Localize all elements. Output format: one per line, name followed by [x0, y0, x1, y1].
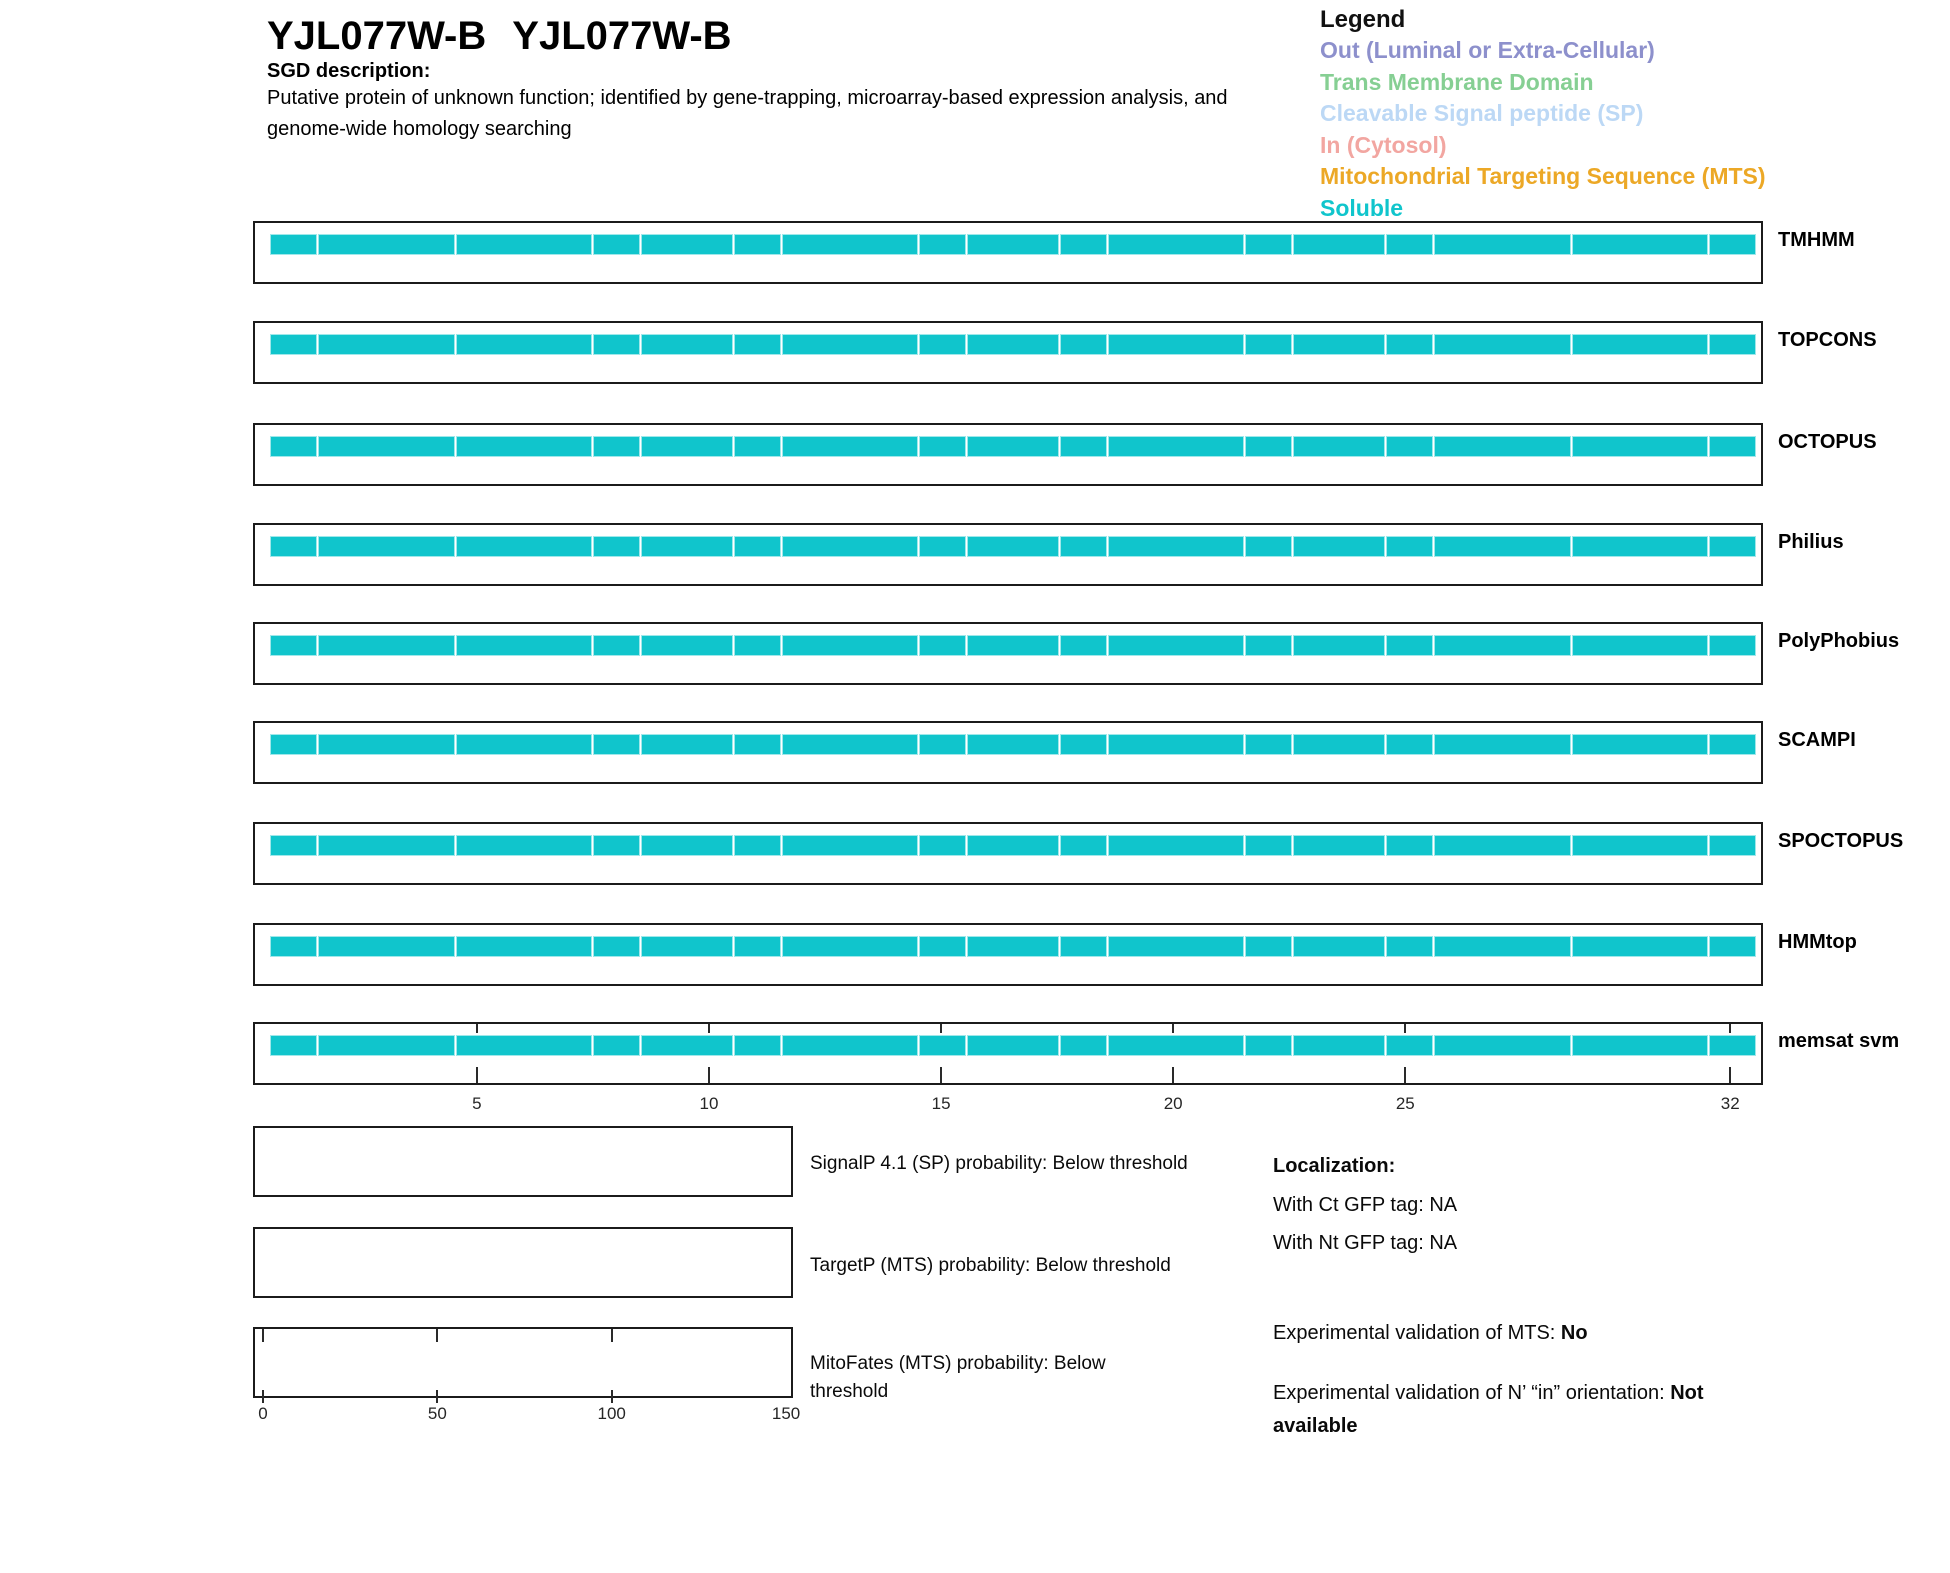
topology-segment — [1709, 536, 1756, 557]
topology-segment — [1434, 234, 1571, 255]
track-plot-box — [253, 622, 1763, 685]
axis-tick — [436, 1390, 438, 1403]
topology-segment — [270, 635, 317, 656]
axis-tick — [708, 1067, 710, 1083]
topology-segment — [1293, 1035, 1385, 1056]
topology-segment — [593, 334, 640, 355]
axis-tick-label: 0 — [258, 1404, 268, 1423]
topology-bar — [270, 234, 1756, 255]
topology-segment — [1245, 436, 1292, 457]
axis-tick-label: 20 — [1163, 1094, 1183, 1113]
topology-segment — [1434, 1035, 1571, 1056]
topology-bar — [270, 436, 1756, 457]
topology-segment — [593, 536, 640, 557]
topology-segment — [1060, 936, 1107, 957]
topology-segment — [782, 334, 919, 355]
axis-tick — [1172, 1024, 1174, 1033]
topology-segment — [782, 234, 919, 255]
topology-segment — [641, 334, 733, 355]
topology-segment — [456, 936, 593, 957]
axis-tick — [1172, 1067, 1174, 1083]
topology-segment — [593, 835, 640, 856]
track-label: TMHMM — [1778, 229, 1855, 251]
topology-segment — [1245, 936, 1292, 957]
topology-segment — [1386, 835, 1433, 856]
topology-segment — [593, 635, 640, 656]
topology-segment — [456, 334, 593, 355]
track-plot-box — [253, 923, 1763, 986]
topology-segment — [1709, 734, 1756, 755]
topology-segment — [270, 734, 317, 755]
topology-segment — [270, 536, 317, 557]
legend-entry-label: In (Cytosol) — [1320, 131, 1447, 158]
axis-tick-label: 15 — [931, 1094, 951, 1113]
track-label: PolyPhobius — [1778, 630, 1900, 652]
orientation-validation-line — [1273, 1377, 1751, 1443]
topology-segment — [1434, 536, 1571, 557]
gene-id: YJL077W-B — [267, 14, 487, 58]
topology-segment — [1293, 436, 1385, 457]
topology-segment — [1386, 536, 1433, 557]
mts-validation-line — [1273, 1320, 1588, 1346]
prediction-track — [253, 523, 1844, 586]
topology-bar — [270, 936, 1756, 957]
topology-segment — [1386, 1035, 1433, 1056]
topology-segment — [919, 536, 966, 557]
prediction-track — [253, 321, 1877, 384]
topology-segment — [593, 734, 640, 755]
topology-segment — [1293, 234, 1385, 255]
track-label: Philius — [1778, 531, 1844, 553]
topology-segment — [1293, 635, 1385, 656]
track-plot-box — [253, 721, 1763, 784]
topology-segment — [1245, 635, 1292, 656]
topology-segment — [641, 536, 733, 557]
topology-segment — [734, 1035, 781, 1056]
track-plot-box — [253, 221, 1763, 284]
topology-segment — [1709, 234, 1756, 255]
topology-segment — [641, 635, 733, 656]
topology-segment — [1060, 734, 1107, 755]
topology-segment — [270, 334, 317, 355]
topology-segment — [1434, 936, 1571, 957]
topology-segment — [1709, 635, 1756, 656]
topology-segment — [1709, 835, 1756, 856]
topology-segment — [1434, 635, 1571, 656]
topology-segment — [1108, 936, 1245, 957]
track-label: SPOCTOPUS — [1778, 830, 1904, 852]
topology-segment — [1572, 234, 1709, 255]
topology-segment — [1572, 536, 1709, 557]
axis-tick — [1729, 1024, 1731, 1033]
topology-segment — [1293, 936, 1385, 957]
topology-segment — [641, 436, 733, 457]
topology-segment — [318, 234, 455, 255]
legend-entry — [1320, 67, 1920, 99]
topology-segment — [1386, 936, 1433, 957]
track-label: HMMtop — [1778, 931, 1857, 953]
topology-segment — [1434, 835, 1571, 856]
topology-segment — [1108, 334, 1245, 355]
legend-title: Legend — [1320, 6, 1406, 33]
probability-plot-box — [253, 1126, 793, 1197]
mitofates-caption: MitoFates (MTS) probability: Below threshold — [810, 1353, 1106, 1402]
legend-entry — [1320, 130, 1920, 162]
topology-segment — [1572, 936, 1709, 957]
topology-segment — [318, 1035, 455, 1056]
sgd-description-text: Putative protein of unknown function; identified by gene-trapping, microarray-based expression analysis, and genome-wide homology searching — [267, 87, 1228, 140]
axis-tick — [476, 1067, 478, 1083]
orientation-validation-value: Not available — [1273, 1382, 1704, 1437]
probability-plot-box — [253, 1327, 793, 1398]
topology-segment — [967, 536, 1059, 557]
topology-segment — [641, 234, 733, 255]
topology-segment — [1434, 436, 1571, 457]
topology-segment — [967, 734, 1059, 755]
topology-segment — [1709, 1035, 1756, 1056]
topology-segment — [734, 835, 781, 856]
topology-segment — [270, 1035, 317, 1056]
track-label: memsat svm — [1778, 1030, 1900, 1052]
topology-segment — [782, 635, 919, 656]
axis-tick-label: 50 — [427, 1404, 447, 1423]
topology-bar — [270, 635, 1756, 656]
track-plot-box — [253, 1022, 1763, 1085]
topology-segment — [734, 334, 781, 355]
topology-segment — [919, 936, 966, 957]
topology-segment — [1386, 334, 1433, 355]
topology-segment — [967, 234, 1059, 255]
topology-segment — [456, 536, 593, 557]
prediction-track — [253, 221, 1855, 284]
topology-segment — [1108, 536, 1245, 557]
topology-segment — [1386, 635, 1433, 656]
topology-segment — [967, 635, 1059, 656]
axis-tick — [262, 1329, 264, 1342]
topology-segment — [734, 436, 781, 457]
topology-segment — [1434, 334, 1571, 355]
topology-segment — [782, 734, 919, 755]
topology-segment — [1108, 835, 1245, 856]
topology-segment — [456, 234, 593, 255]
probability-plot-box — [253, 1227, 793, 1298]
localization-ct-line: With Ct GFP tag: NA — [1273, 1194, 1458, 1216]
topology-segment — [967, 436, 1059, 457]
prediction-track — [253, 423, 1877, 486]
topology-segment — [1572, 835, 1709, 856]
axis-tick-label: 32 — [1720, 1094, 1740, 1113]
topology-segment — [318, 334, 455, 355]
localization-title: Localization: — [1273, 1155, 1396, 1177]
topology-segment — [1245, 1035, 1292, 1056]
topology-segment — [919, 234, 966, 255]
topology-segment — [1293, 334, 1385, 355]
topology-segment — [1386, 734, 1433, 755]
topology-segment — [593, 436, 640, 457]
track-label: TOPCONS — [1778, 329, 1877, 351]
topology-segment — [1060, 635, 1107, 656]
axis-tick — [1404, 1067, 1406, 1083]
topology-segment — [641, 1035, 733, 1056]
topology-segment — [456, 734, 593, 755]
topology-segment — [318, 734, 455, 755]
track-label: SCAMPI — [1778, 729, 1856, 751]
localization-nt-line: With Nt GFP tag: NA — [1273, 1232, 1458, 1254]
topology-segment — [967, 835, 1059, 856]
topology-segment — [734, 536, 781, 557]
signalp-caption: SignalP 4.1 (SP) probability: Below threshold — [810, 1153, 1188, 1174]
topology-segment — [919, 635, 966, 656]
prediction-track — [253, 622, 1900, 685]
topology-segment — [1060, 1035, 1107, 1056]
topology-segment — [1386, 436, 1433, 457]
legend-entry-label: Out (Luminal or Extra-Cellular) — [1320, 37, 1655, 63]
axis-tick-label: 25 — [1395, 1094, 1415, 1113]
track-plot-box — [253, 321, 1763, 384]
axis-tick — [940, 1024, 942, 1033]
topology-segment — [270, 835, 317, 856]
legend-entry — [1320, 98, 1920, 130]
topology-segment — [967, 936, 1059, 957]
axis-tick-label: 5 — [472, 1094, 482, 1113]
topology-segment — [1709, 334, 1756, 355]
topology-segment — [734, 234, 781, 255]
topology-segment — [593, 234, 640, 255]
topology-segment — [1293, 734, 1385, 755]
topology-segment — [641, 734, 733, 755]
mts-validation-label: Experimental validation of MTS: — [1273, 1322, 1561, 1344]
topology-segment — [919, 436, 966, 457]
topology-segment — [1108, 734, 1245, 755]
legend — [1320, 4, 1920, 224]
probability-plot — [253, 1227, 793, 1298]
topology-segment — [1293, 835, 1385, 856]
topology-segment — [919, 1035, 966, 1056]
gene-name: YJL077W-B — [512, 14, 732, 58]
axis-tick-label: 100 — [597, 1404, 626, 1423]
prediction-track — [253, 923, 1857, 986]
targetp-caption: TargetP (MTS) probability: Below threshold — [810, 1255, 1171, 1276]
topology-segment — [1060, 835, 1107, 856]
topology-segment — [1572, 1035, 1709, 1056]
topology-segment — [270, 436, 317, 457]
topology-segment — [318, 436, 455, 457]
axis-tick — [436, 1329, 438, 1342]
topology-segment — [782, 536, 919, 557]
topology-segment — [318, 835, 455, 856]
legend-entry-label: Mitochondrial Targeting Sequence (MTS) — [1320, 163, 1766, 189]
topology-segment — [919, 734, 966, 755]
prediction-track — [253, 721, 1856, 784]
legend-entry — [1320, 35, 1920, 67]
topology-segment — [734, 936, 781, 957]
prediction-track — [253, 822, 1904, 885]
topology-segment — [782, 1035, 919, 1056]
probability-plot — [253, 1327, 801, 1423]
prediction-track — [253, 1022, 1900, 1113]
topology-segment — [641, 936, 733, 957]
topology-segment — [967, 1035, 1059, 1056]
orientation-validation-label: Experimental validation of N’ “in” orientation: — [1273, 1382, 1671, 1404]
axis-tick — [940, 1067, 942, 1083]
legend-entry-label: Cleavable Signal peptide (SP) — [1320, 100, 1644, 126]
axis-tick — [611, 1329, 613, 1342]
axis-tick — [1404, 1024, 1406, 1033]
topology-segment — [1572, 635, 1709, 656]
topology-segment — [641, 835, 733, 856]
track-plot-box — [253, 523, 1763, 586]
topology-segment — [1572, 734, 1709, 755]
axis-tick — [476, 1024, 478, 1033]
sgd-description-label: SGD description: — [267, 60, 431, 82]
topology-segment — [919, 334, 966, 355]
topology-segment — [1060, 436, 1107, 457]
axis-tick — [262, 1390, 264, 1403]
topology-segment — [1386, 234, 1433, 255]
track-plot-box — [253, 822, 1763, 885]
topology-segment — [270, 234, 317, 255]
topology-segment — [1245, 835, 1292, 856]
legend-entry — [1320, 193, 1920, 225]
topology-segment — [967, 334, 1059, 355]
topology-bar — [270, 835, 1756, 856]
mts-validation-value: No — [1560, 1322, 1588, 1344]
axis-tick-label: 10 — [699, 1094, 719, 1113]
topology-segment — [1060, 536, 1107, 557]
topology-segment — [1108, 1035, 1245, 1056]
topology-segment — [1108, 234, 1245, 255]
track-plot-box — [253, 423, 1763, 486]
topology-bar — [270, 1035, 1756, 1056]
topology-segment — [318, 536, 455, 557]
axis-tick — [611, 1390, 613, 1403]
topology-bar — [270, 734, 1756, 755]
topology-segment — [1434, 734, 1571, 755]
topology-segment — [270, 936, 317, 957]
topology-segment — [318, 936, 455, 957]
topology-bar — [270, 536, 1756, 557]
topology-bar — [270, 334, 1756, 355]
topology-segment — [1245, 536, 1292, 557]
topology-segment — [782, 936, 919, 957]
topology-segment — [318, 635, 455, 656]
topology-segment — [919, 835, 966, 856]
probability-plot — [253, 1126, 793, 1197]
topology-segment — [456, 1035, 593, 1056]
topology-segment — [1060, 334, 1107, 355]
topology-segment — [734, 734, 781, 755]
topology-segment — [1709, 436, 1756, 457]
axis-tick — [1729, 1067, 1731, 1083]
topology-segment — [1108, 635, 1245, 656]
legend-entry-label: Soluble — [1320, 194, 1404, 221]
topology-segment — [1572, 436, 1709, 457]
legend-entries — [1320, 35, 1920, 224]
topology-segment — [1572, 334, 1709, 355]
topology-segment — [1709, 936, 1756, 957]
topology-segment — [1293, 536, 1385, 557]
page-title — [267, 14, 732, 59]
topology-segment — [1245, 334, 1292, 355]
topology-segment — [1245, 234, 1292, 255]
topology-segment — [1108, 436, 1245, 457]
topology-segment — [782, 436, 919, 457]
topology-segment — [593, 1035, 640, 1056]
topology-segment — [456, 436, 593, 457]
axis-tick — [708, 1024, 710, 1033]
topology-segment — [456, 635, 593, 656]
topology-segment — [1060, 234, 1107, 255]
topology-segment — [782, 835, 919, 856]
topology-segment — [593, 936, 640, 957]
topology-segment — [456, 835, 593, 856]
topology-segment — [734, 635, 781, 656]
axis-tick-label: 150 — [771, 1404, 801, 1423]
topology-segment — [1245, 734, 1292, 755]
legend-entry — [1320, 161, 1920, 193]
track-label: OCTOPUS — [1778, 431, 1877, 453]
legend-entry-label: Trans Membrane Domain — [1320, 68, 1594, 95]
